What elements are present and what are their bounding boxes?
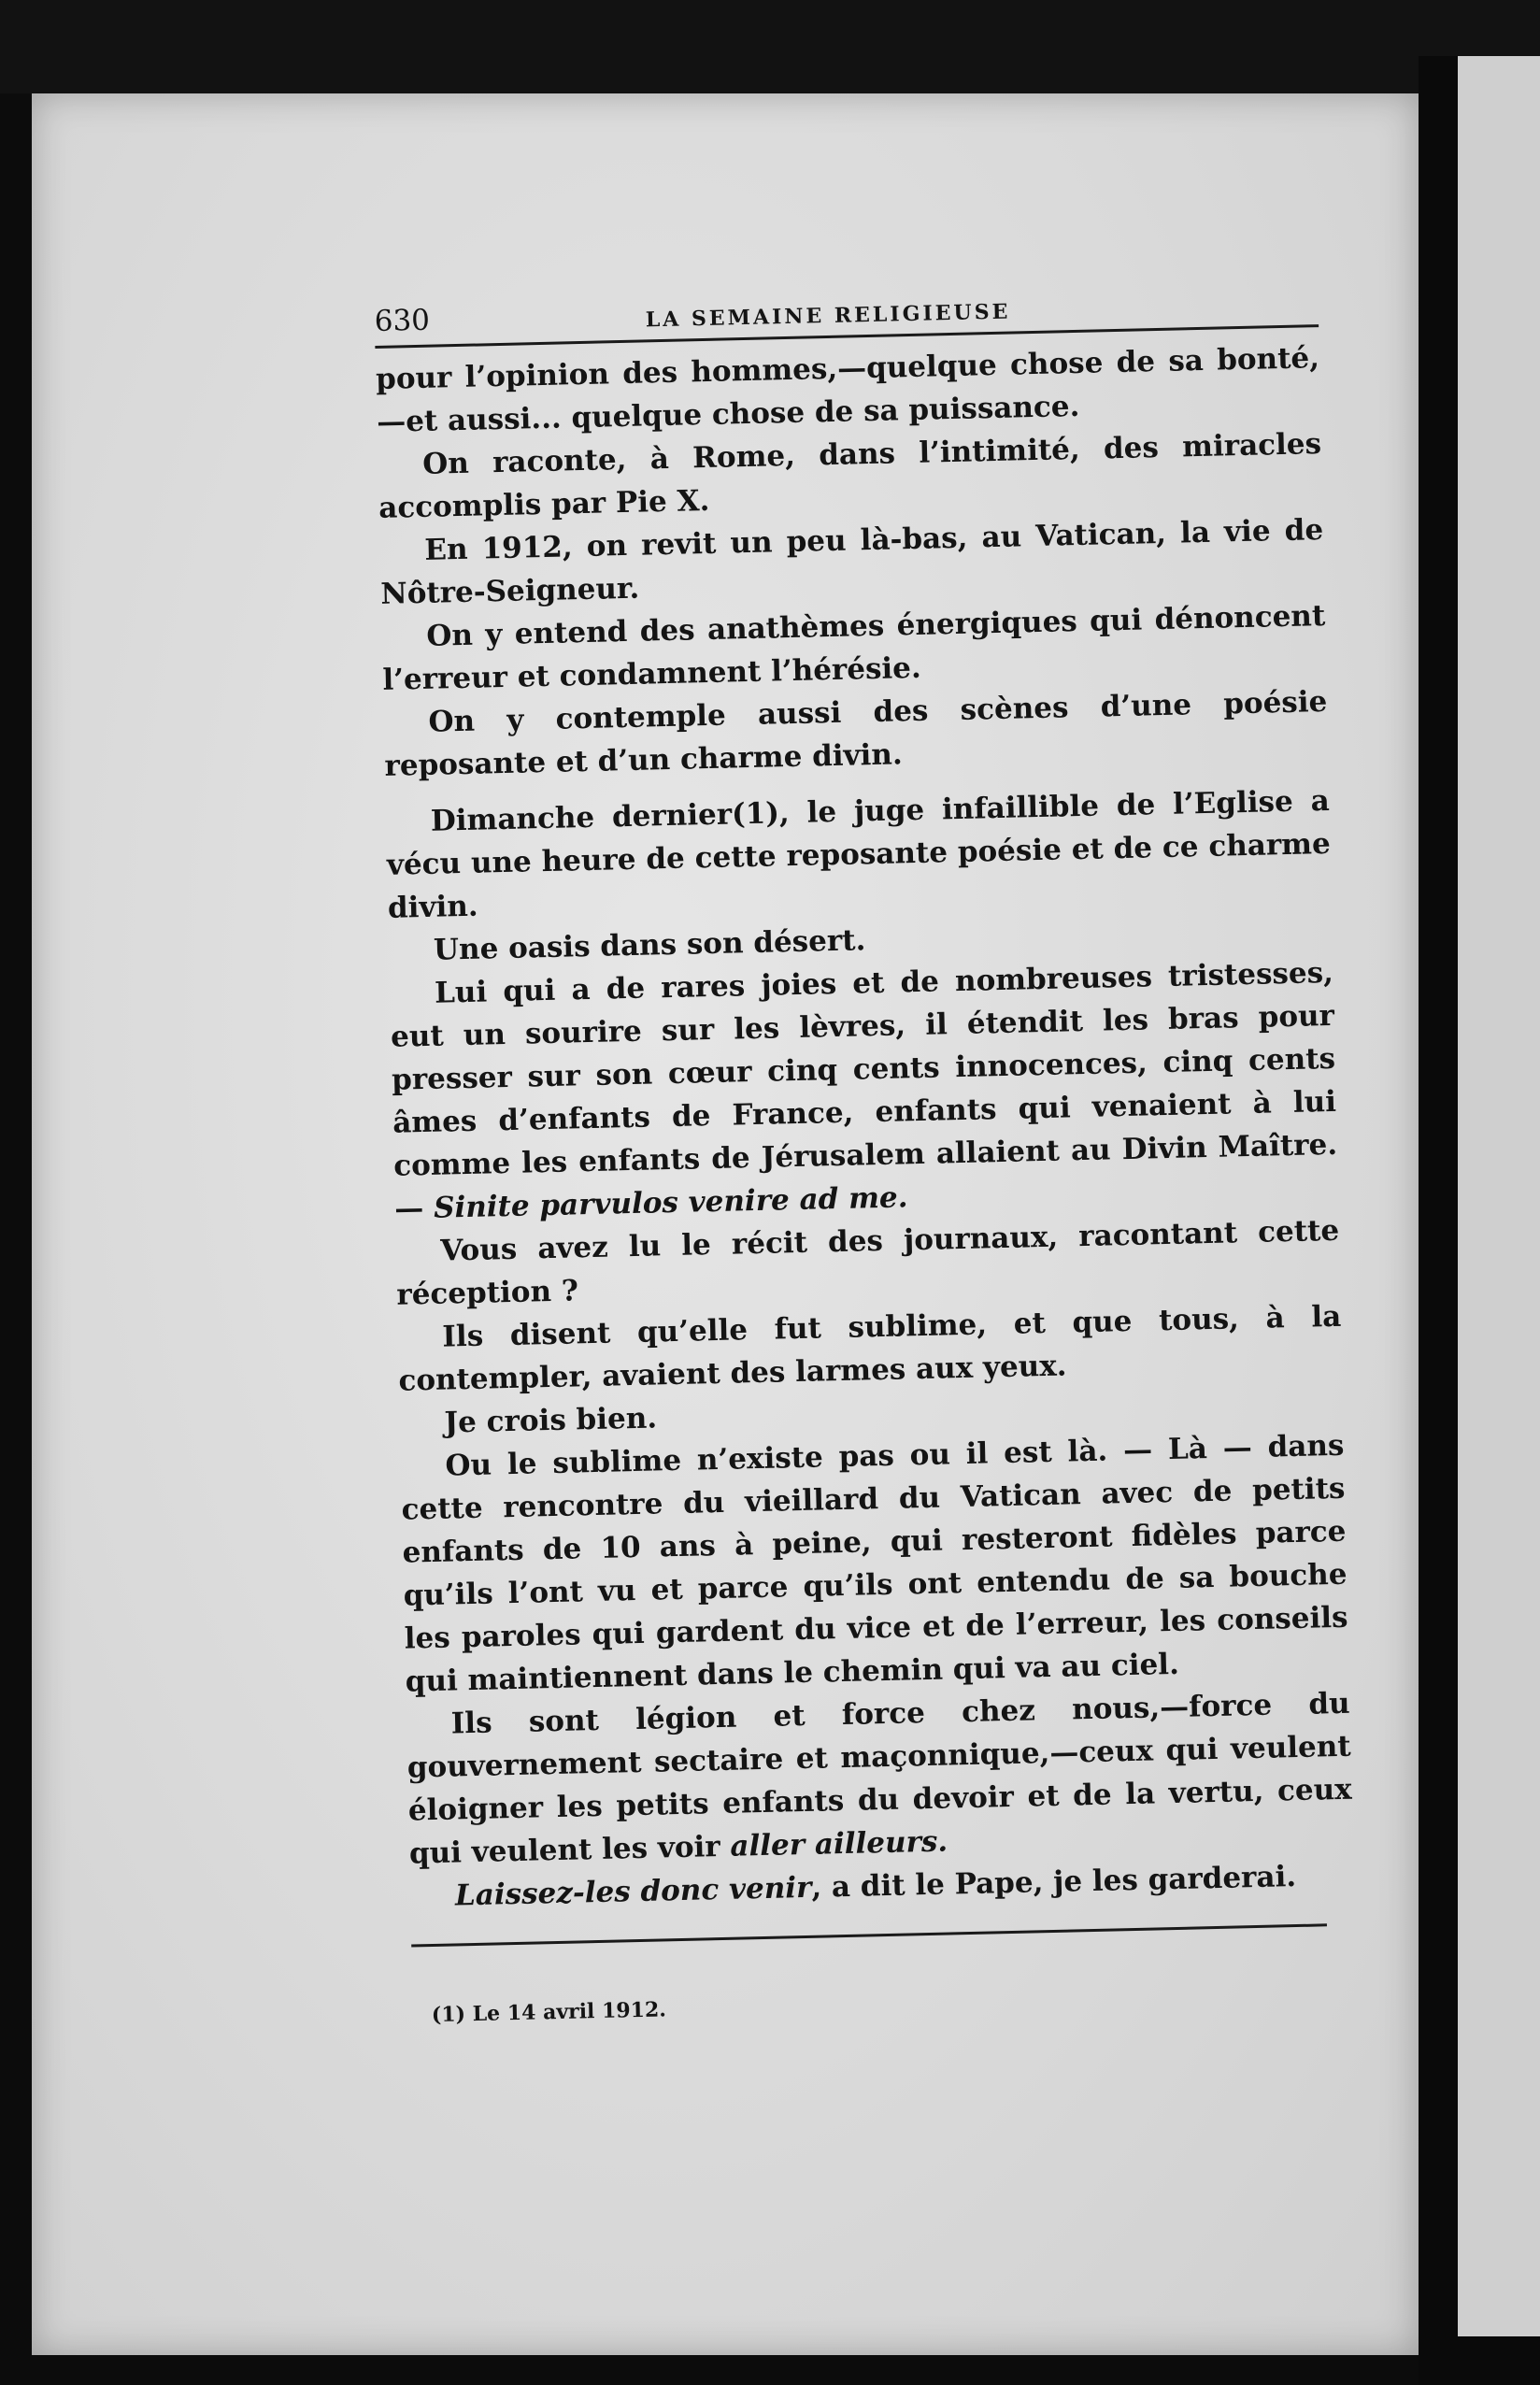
footnote-rule — [411, 1923, 1327, 1947]
paragraph — [400, 1424, 1349, 1704]
paragraph — [390, 951, 1339, 1231]
text-segment: Lui qui a de rares joies et de nombreuses tristesses, eut un sourire sur les lèvres, il étendit les bras pour presser sur son cœur cinq cents innocences, cinq cents âmes d’enfants de France, enfants qui venaient à lui comme les enfants de Jérusalem allaient au Divin Maître. — — [390, 955, 1338, 1226]
page-content — [374, 268, 1357, 2027]
text-segment: Ils disent qu’elle fut sublime, et que tous, à la contempler, avaient des larmes aux yeux. — [398, 1299, 1342, 1398]
running-title: LA SEMAINE RELIGIEUSE — [645, 299, 1011, 333]
footnote: (1) Le 14 avril 1912. — [431, 1997, 667, 2028]
text-segment: Ou le sublime n’existe pas ou il est là. — Là — dans cette rencontre du vieillard du Vatican avec de petits enfants de 10 ans à peine, qui resteront fidèles parce qu’ils l’ont vu et parce qu’ils ont entendu de sa bouche les paroles qui gardent du vice et de l’erreur, les conseils qui maintiennent dans le chemin qui va au ciel. — [401, 1428, 1348, 1699]
text-segment: On raconte, à Rome, dans l’intimité, des miracles accomplis par Pie X. — [378, 427, 1322, 525]
text-segment: On y entend des anathèmes énergiques qui dénoncent l’erreur et condamnent l’hérésie. — [382, 598, 1326, 697]
text-segment: Une oasis dans son désert. — [433, 923, 866, 967]
text-segment: pour l’opinion des hommes,—quelque chose de sa bonté,—et aussi... quelque chose de sa puissance. — [375, 341, 1320, 439]
italic-text: aller ailleurs. — [730, 1824, 948, 1864]
page-number: 630 — [374, 303, 431, 338]
paragraph — [385, 779, 1332, 930]
italic-text: Sinite parvulos venire ad me. — [422, 1180, 908, 1226]
body-text — [376, 336, 1355, 1918]
text-segment: On y contemple aussi des scènes d’une poésie reposante et d’un charme divin. — [384, 684, 1328, 783]
film-top-margin — [0, 0, 1540, 93]
text-segment: Ils sont légion et force chez nous,—force du gouvernement sectaire et maçonnique,—ceux qui veulent éloigner les petits enfants du devoir et de la vertu, ceux qui veulent les voir — [406, 1686, 1353, 1871]
text-segment: , a dit le Pape, je les garderai. — [810, 1860, 1297, 1905]
italic-text: Laissez-les donc venir — [454, 1870, 812, 1913]
text-segment: Je crois bien. — [444, 1401, 658, 1440]
adjacent-page-edge — [1458, 56, 1540, 2336]
text-segment: En 1912, on revit un peu là-bas, au Vatican, la vie de Nôtre-Seigneur. — [379, 513, 1324, 611]
text-segment: Vous avez lu le récit des journaux, racontant cette réception ? — [396, 1213, 1340, 1312]
text-segment: Dimanche dernier(1), le juge infaillible de l’Eglise a vécu une heure de cette reposante poésie et de ce charme divin. — [386, 783, 1332, 925]
paragraph — [406, 1682, 1353, 1876]
